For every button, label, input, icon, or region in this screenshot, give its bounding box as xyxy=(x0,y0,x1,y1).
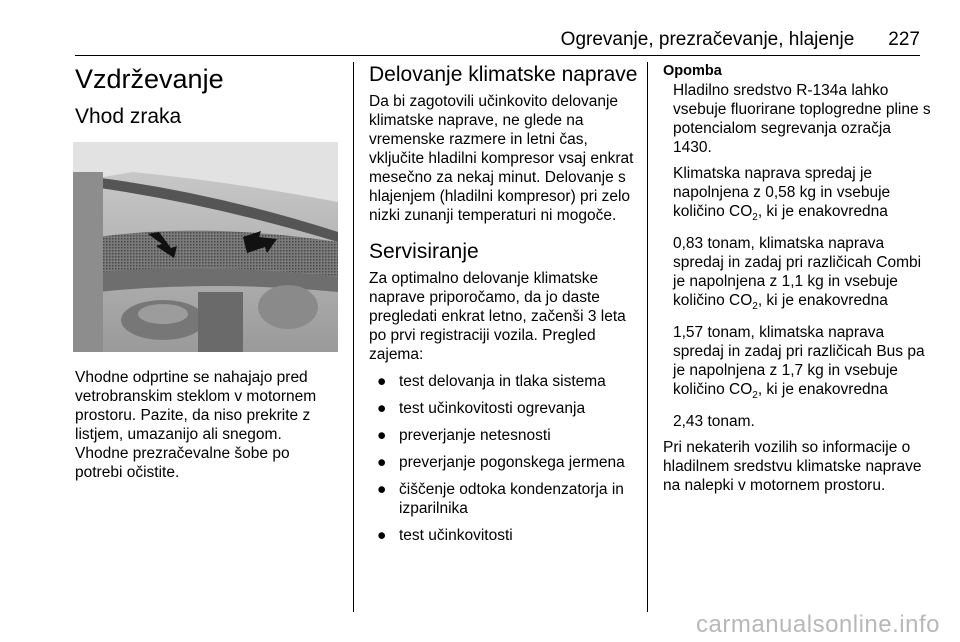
bullet-icon: ● xyxy=(377,400,387,417)
bullet-icon: ● xyxy=(377,481,387,498)
section-title: Vzdrževanje xyxy=(75,64,224,94)
page-header xyxy=(75,28,920,56)
paragraph: Klimatska naprava spredaj je napolnjena z 0,58 kg in vsebuje količino $CO_2$, ki je enakovredna xyxy=(673,165,891,224)
paragraph: Da bi zagotovili učinkovito delovanje klimatske naprave, ne glede na vremenske razmere in letni čas, vključite hladilni kompresor vsaj enkrat mesečno za nekaj minut. Delovanje s hlajenjem (hladilni kompresor) pri zelo nizki zunanji temperaturi ni mogoče. xyxy=(369,93,634,224)
engine-bay-photo xyxy=(73,142,338,352)
watermark: carmanualsonline.info xyxy=(696,611,940,638)
list-item: ● test učinkovitosti ogrevanja xyxy=(377,400,586,417)
section-title: Servisiranje xyxy=(369,240,479,263)
column-3 xyxy=(663,62,931,503)
paragraph: 1,57 tonam, klimatska naprava spredaj in zadaj pri različicah Bus pa je napolnjena z 1,7 kg in vsebuje količino $CO_2$, ki je enakovredna xyxy=(673,324,925,402)
paragraph: Hladilno sredstvo R-134a lahko vsebuje fluorirane toplogredne pline s potencialom segrevanja ozračja 1430. xyxy=(673,82,931,156)
bullet-icon: ● xyxy=(377,527,387,544)
paragraph: Pri nekaterih vozilih so informacije o hladilnem sredstvu klimatske naprave na nalepki v motornem prostoru. xyxy=(663,439,922,495)
note-box xyxy=(663,62,931,431)
column-divider xyxy=(353,62,354,612)
bullet-icon: ● xyxy=(377,454,387,471)
note-title: Opomba xyxy=(663,63,722,79)
column-1 xyxy=(75,62,337,490)
list-item: ● čiščenje odtoka kondenzatorja in izparilnika xyxy=(377,481,624,517)
bullet-icon: ● xyxy=(377,373,387,390)
list-item: ● preverjanje pogonskega jermena xyxy=(377,454,625,471)
bullet-icon: ● xyxy=(377,427,387,444)
page-number: 227 xyxy=(888,29,920,50)
paragraph: Za optimalno delovanje klimatske naprave priporočamo, da jo daste pregledati enkrat letno, začenši 3 leta po prvi registraciji vozila. Pregled zajema: xyxy=(369,270,626,363)
subsection-title: Vhod zraka xyxy=(75,105,182,128)
paragraph: Vhodne odprtine se nahajajo pred vetrobranskim steklom v motornem prostoru. Pazite, da niso prekrite z listjem, umazanijo ali snegom. Vhodne prezračevalne šobe po potrebi očistite. xyxy=(75,369,317,481)
bullet-list xyxy=(369,372,639,545)
list-item: ● preverjanje netesnosti xyxy=(377,427,551,444)
section-title: Delovanje klimatske naprave xyxy=(369,63,638,86)
list-item: ● test delovanja in tlaka sistema xyxy=(377,373,606,390)
paragraph: 2,43 tonam. xyxy=(673,413,755,431)
paragraph: 0,83 tonam, klimatska naprava spredaj in zadaj pri različicah Combi je napolnjena z 1,1 kg in vsebuje količino $CO_2$, ki je enakovredna xyxy=(673,235,922,313)
column-divider xyxy=(647,62,648,612)
chapter-title: Ogrevanje, prezračevanje, hlajenje xyxy=(560,29,855,50)
list-item: ● test učinkovitosti xyxy=(377,527,513,544)
column-2 xyxy=(369,62,639,553)
